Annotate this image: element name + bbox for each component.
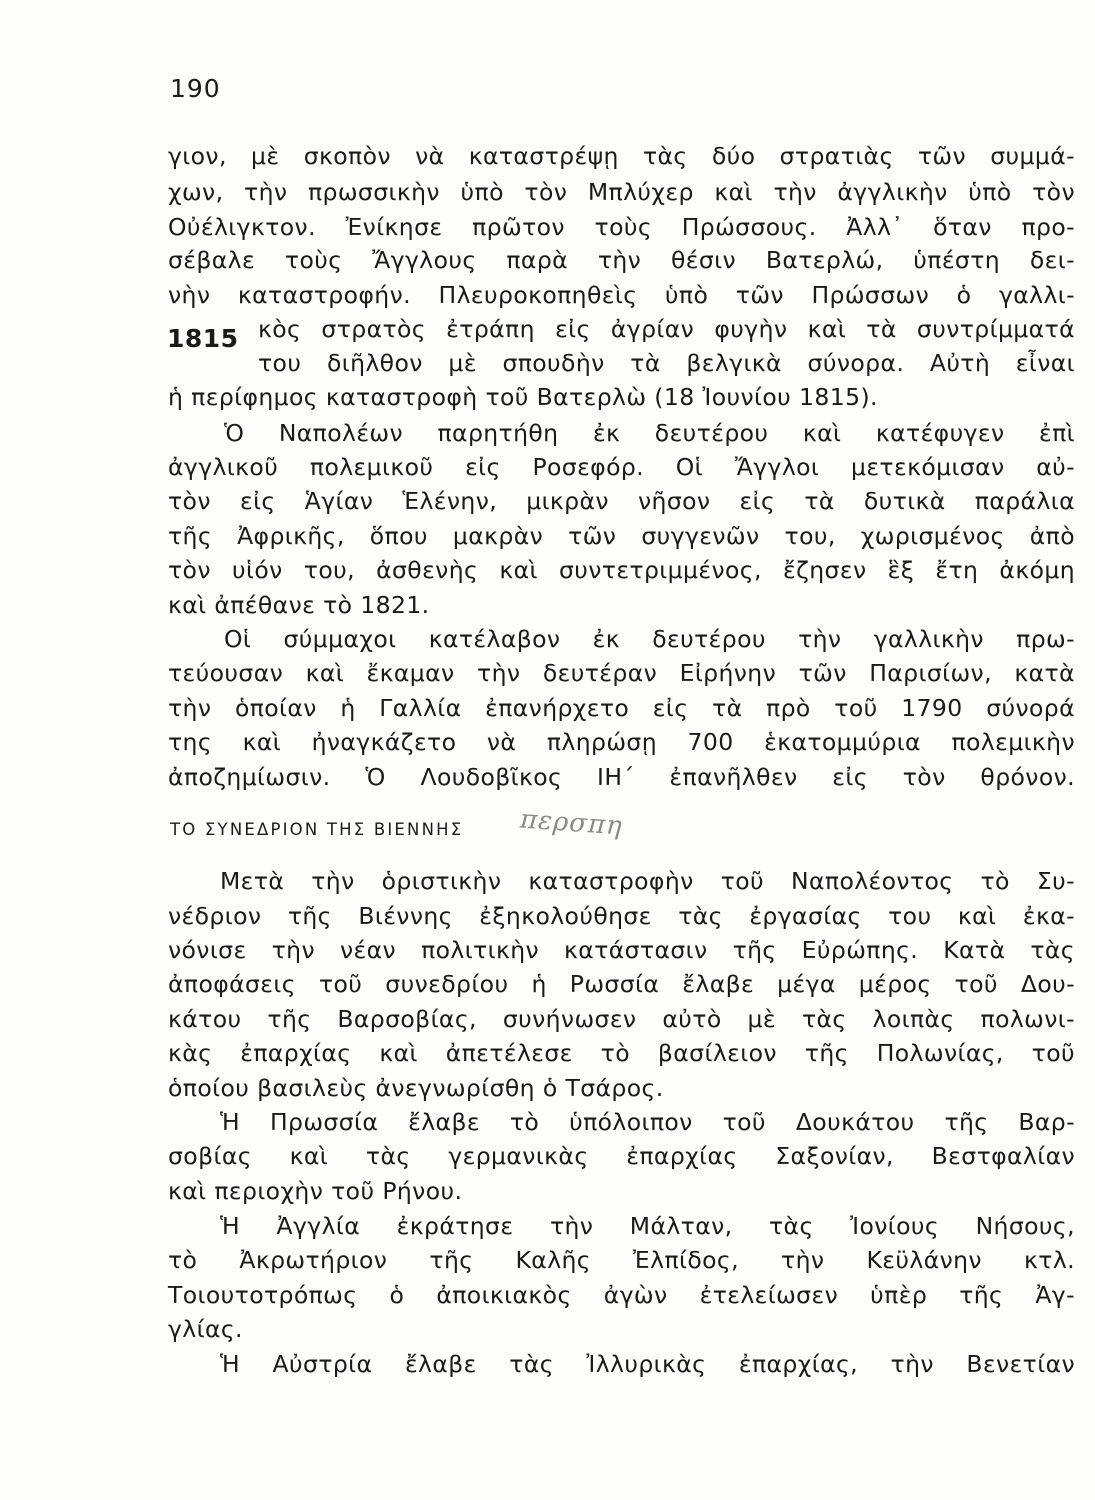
text-line: της καὶ ἠναγκάζετο νὰ πληρώσῃ 700 ἑκατομμύρια πολεμικὴν	[168, 728, 1075, 756]
text-line: τὸν υἱόν του, ἀσθενὴς καὶ συντετριμμένος, ἔζησεν ἓξ ἔτη ἀκόμη	[168, 556, 1075, 584]
text-line: σοβίας καὶ τὰς γερμανικὰς ἐπαρχίας Σαξονίαν, Βεστφαλίαν	[168, 1142, 1075, 1170]
text-line: Οἱ σύμμαχοι κατέλαβον ἐκ δευτέρου τὴν γαλλικὴν πρω-	[224, 625, 1075, 653]
text-line: νόνισε τὴν νέαν πολιτικὴν κατάστασιν τῆς Εὐρώπης. Κατὰ τὰς	[168, 936, 1075, 964]
text-line: Ἡ Ἀγγλία ἐκράτησε τὴν Μάλταν, τὰς Ἰονίους Νήσους,	[220, 1212, 1075, 1240]
text-line: τὴν ὁποίαν ἡ Γαλλία ἐπανήρχετο εἰς τὰ πρὸ τοῦ 1790 σύνορά	[168, 694, 1075, 722]
text-line: Ἡ Αὐστρία ἔλαβε τὰς Ἰλλυρικὰς ἐπαρχίας, τὴν Βενετίαν	[220, 1350, 1075, 1378]
text-line: κὸς στρατὸς ἐτράπη εἰς ἀγρίαν φυγὴν καὶ τὰ συντρίμματά	[258, 315, 1075, 343]
text-line: ἀποζημίωσιν. Ὁ Λουδοβῖκος ΙΗ΄ ἐπανῆλθεν εἰς τὸν θρόνον.	[168, 763, 1075, 791]
text-line: τὸ Ἀκρωτήριον τῆς Καλῆς Ἐλπίδος, τὴν Κεϋλάνην κτλ.	[168, 1246, 1075, 1274]
section-heading: ΤΟ ΣΥΝΕΔΡΙΟΝ ΤΗΣ ΒΙΕΝΝΗΣ	[170, 820, 464, 839]
page-number: 190	[170, 74, 221, 103]
text-line: τὸν εἰς Ἁγίαν Ἑλένην, μικρὰν νῆσον εἰς τὰ δυτικὰ παράλια	[168, 487, 1075, 515]
text-line: τεύουσαν καὶ ἔκαμαν τὴν δευτέραν Εἰρήνην τῶν Παρισίων, κατὰ	[168, 659, 1075, 687]
text-line: κὰς ἐπαρχίας καὶ ἀπετέλεσε τὸ βασίλειον τῆς Πολωνίας, τοῦ	[168, 1039, 1075, 1067]
text-line: νὴν καταστροφήν. Πλευροκοπηθεὶς ὑπὸ τῶν Πρώσσων ὁ γαλλι-	[168, 281, 1075, 309]
text-line: ἡ περίφημος καταστροφὴ τοῦ Βατερλὼ (18 Ἰουνίου 1815).	[168, 383, 878, 411]
text-line: Ἡ Πρωσσία ἔλαβε τὸ ὑπόλοιπον τοῦ Δουκάτου τῆς Βαρ-	[220, 1108, 1075, 1136]
text-line: Οὐέλιγκτον. Ἐνίκησε πρῶτον τοὺς Πρώσσους. Ἀλλ᾽ ὅταν προ-	[168, 213, 1075, 241]
text-line: νέδριον τῆς Βιέννης ἐξηκολούθησε τὰς ἐργασίας του καὶ ἐκα-	[168, 902, 1075, 930]
text-line: ἀποφάσεις τοῦ συνεδρίου ἡ Ρωσσία ἔλαβε μέγα μέρος τοῦ Δου-	[168, 970, 1075, 998]
text-line: γλίας.	[168, 1315, 243, 1343]
text-line: ἀγγλικοῦ πολεμικοῦ εἰς Ροσεφόρ. Οἱ Ἄγγλοι μετεκόμισαν αὐ-	[168, 453, 1075, 481]
text-line: κάτου τῆς Βαρσοβίας, συνήνωσεν αὐτὸ μὲ τὰς λοιπὰς πολωνι-	[168, 1005, 1075, 1033]
text-line: καὶ ἀπέθανε τὸ 1821.	[168, 591, 430, 619]
text-line: γιον, μὲ σκοπὸν νὰ καταστρέψῃ τὰς δύο στρατιὰς τῶν συμμά-	[168, 142, 1075, 170]
text-line: χων, τὴν πρωσσικὴν ὑπὸ τὸν Μπλύχερ καὶ τὴν ἀγγλικὴν ὑπὸ τὸν	[168, 178, 1075, 206]
text-line: τῆς Ἀφρικῆς, ὅπου μακρὰν τῶν συγγενῶν του, χωρισμένος ἀπὸ	[168, 522, 1075, 550]
text-line: ὁποίου βασιλεὺς ἀνεγνωρίσθη ὁ Τσάρος.	[168, 1074, 664, 1102]
margin-year-note: 1815	[167, 324, 239, 353]
text-line: καὶ περιοχὴν τοῦ Ρήνου.	[168, 1177, 463, 1205]
text-line: του διῆλθον μὲ σπουδὴν τὰ βελγικὰ σύνορα. Αὐτὴ εἶναι	[258, 349, 1075, 377]
text-line: Μετὰ τὴν ὁριστικὴν καταστροφὴν τοῦ Ναπολέοντος τὸ Συ-	[220, 867, 1075, 895]
text-line: σέβαλε τοὺς Ἄγγλους παρὰ τὴν θέσιν Βατερλώ, ὑπέστη δει-	[168, 246, 1075, 274]
text-line: Τοιουτοτρόπως ὁ ἀποικιακὸς ἀγὼν ἐτελείωσεν ὑπὲρ τῆς Ἀγ-	[168, 1281, 1075, 1309]
text-line: Ὁ Ναπολέων παρητήθη ἐκ δευτέρου καὶ κατέφυγεν ἐπὶ	[224, 419, 1075, 447]
handwritten-annotation: περσπη	[519, 804, 624, 842]
